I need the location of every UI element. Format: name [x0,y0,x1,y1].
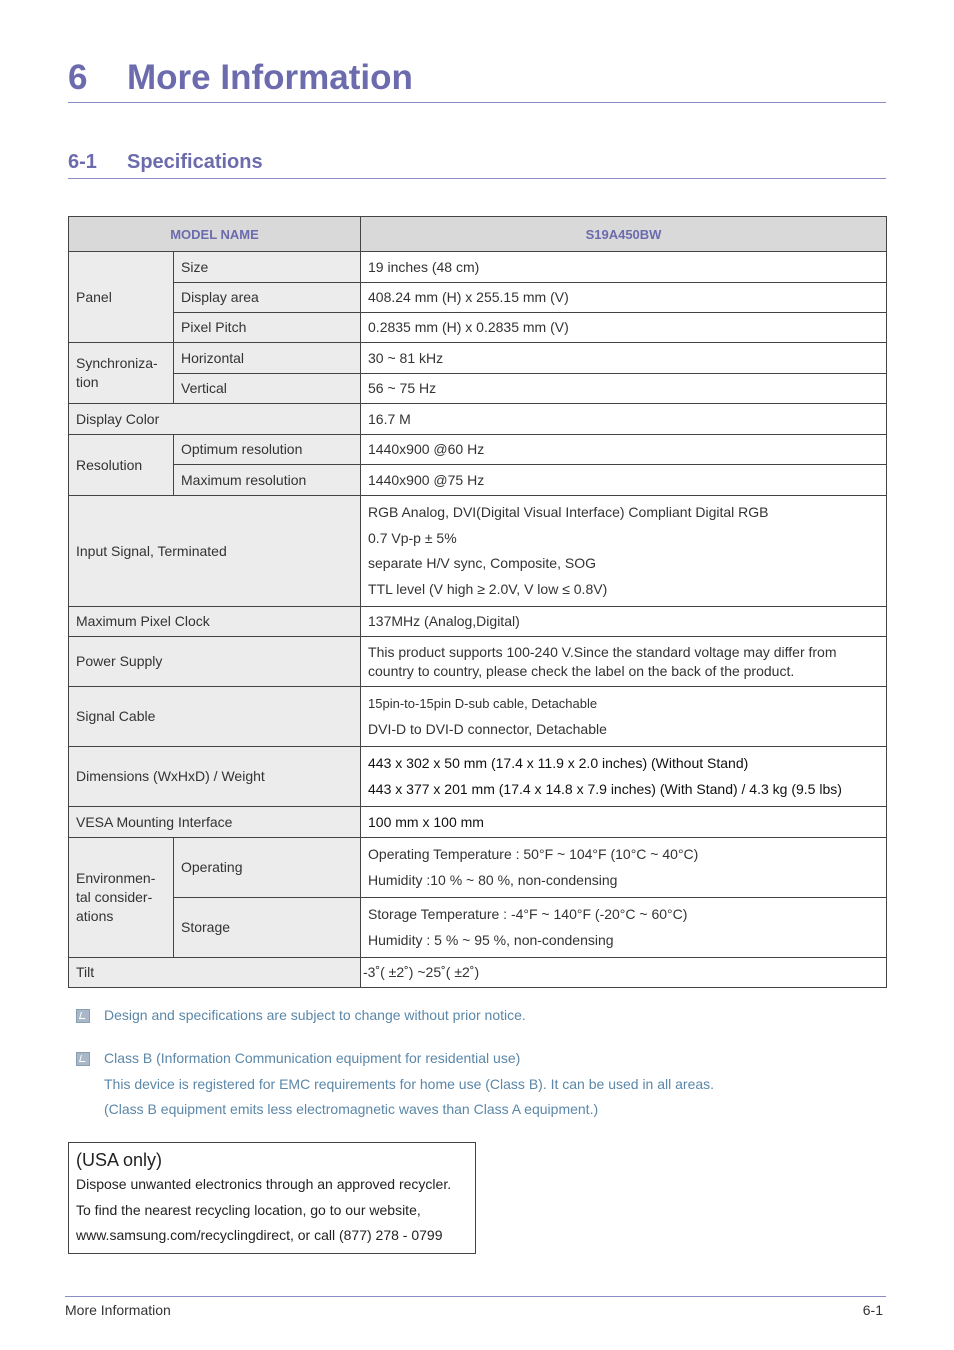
operating-label: Operating [174,838,361,898]
table-row [69,374,887,404]
vesa-value: 100 mm x 100 mm [361,807,887,838]
operating-value [361,838,887,898]
input-signal-line: 0.7 Vp-p ± 5% [368,529,457,546]
table-row [69,252,887,283]
usa-box-line: Dispose unwanted electronics through an approved recycler. [76,1176,452,1192]
table-row [69,838,887,898]
environment-label-line: Environmen- [76,870,156,886]
sync-label-line: tion [76,374,99,390]
resolution-maximum-value: 1440x900 @75 Hz [361,465,887,496]
note-design-change [76,1003,526,1029]
pixel-clock-label: Maximum Pixel Clock [69,607,361,637]
signal-cable-label: Signal Cable [69,687,361,747]
power-supply-line: country to country, please check the label on the back of the product. [368,662,795,679]
sync-vertical-label: Vertical [174,374,361,404]
usa-recycling-box [68,1142,476,1254]
model-name-header: MODEL NAME [69,217,361,252]
environment-label-line: tal consider- [76,889,153,905]
section-title: Specifications [127,151,263,173]
storage-line: Storage Temperature : -4°F ~ 140°F (-20°C ~ 60°C) [368,906,688,922]
footer-page-number: 6-1 [862,1302,883,1318]
input-signal-value [361,496,887,607]
power-supply-label: Power Supply [69,637,361,687]
storage-line: Humidity : 5 % ~ 95 %, non-condensing [368,931,614,948]
chapter-number: 6 [68,58,88,97]
table-header-row [69,217,887,252]
table-row [69,343,887,374]
dimensions-line: 443 x 302 x 50 mm (17.4 x 11.9 x 2.0 inches) (Without Stand) [368,755,749,771]
section-number: 6-1 [68,151,97,173]
table-row [69,637,887,687]
sync-vertical-value: 56 ~ 75 Hz [361,374,887,404]
sync-label [69,343,174,404]
model-value-header: S19A450BW [361,217,887,252]
storage-label: Storage [174,898,361,958]
environment-label [69,838,174,958]
table-row [69,958,887,988]
table-row [69,496,887,607]
operating-line: Humidity :10 % ~ 80 %, non-condensing [368,871,618,888]
table-row [69,747,887,807]
resolution-maximum-label: Maximum resolution [174,465,361,496]
note-line: Design and specifications are subject to change without prior notice. [104,1007,526,1023]
table-row [69,435,887,465]
panel-pitch-label: Pixel Pitch [174,313,361,343]
table-row [69,687,887,747]
signal-cable-line: DVI-D to DVI-D connector, Detachable [368,720,607,737]
display-color-value: 16.7 M [361,404,887,435]
table-row [69,404,887,435]
footer-section-name: More Information [65,1302,171,1318]
note-line: This device is registered for EMC requirements for home use (Class B). It can be used in all areas. [104,1075,715,1092]
resolution-optimum-label: Optimum resolution [174,435,361,465]
chapter-heading [68,58,886,103]
note-line: (Class B equipment emits less electromagnetic waves than Class A equipment.) [104,1101,599,1117]
input-signal-line: TTL level (V high ≥ 2.0V, V low ≤ 0.8V) [368,580,608,597]
usa-box-line: To find the nearest recycling location, go to our website, [76,1201,421,1218]
dimensions-label: Dimensions (WxHxD) / Weight [69,747,361,807]
note-class-b [76,1046,714,1123]
signal-cable-value [361,687,887,747]
usa-box-heading: (USA only) [76,1150,163,1170]
note-line: Class B (Information Communication equipment for residential use) [104,1050,521,1066]
resolution-optimum-value: 1440x900 @60 Hz [361,435,887,465]
operating-line: Operating Temperature : 50°F ~ 104°F (10°C ~ 40°C) [368,846,699,862]
input-signal-line: separate H/V sync, Composite, SOG [368,555,596,571]
note-icon [76,1052,90,1066]
input-signal-label: Input Signal, Terminated [69,496,361,607]
tilt-label: Tilt [69,958,361,988]
resolution-label: Resolution [69,435,174,496]
table-row [69,898,887,958]
note-icon [76,1009,90,1023]
panel-pitch-value: 0.2835 mm (H) x 0.2835 mm (V) [361,313,887,343]
sync-label-line: Synchroniza- [76,355,158,371]
dimensions-line: 443 x 377 x 201 mm (17.4 x 14.8 x 7.9 inches) (With Stand) / 4.3 kg (9.5 lbs) [368,780,842,797]
table-row [69,807,887,838]
display-color-label: Display Color [69,404,361,435]
pixel-clock-value: 137MHz (Analog,Digital) [361,607,887,637]
power-supply-line: This product supports 100-240 V.Since the standard voltage may differ from [368,643,837,660]
storage-value [361,898,887,958]
signal-cable-line: 15pin-to-15pin D-sub cable, Detachable [368,696,598,711]
usa-box-line: www.samsung.com/recyclingdirect, or call (877) 278 - 0799 [76,1227,443,1243]
sync-horizontal-value: 30 ~ 81 kHz [361,343,887,374]
environment-label-line: ations [76,908,114,924]
specifications-table [68,216,887,988]
tilt-value: -3˚( ±2˚) ~25˚( ±2˚) [361,958,887,988]
table-row [69,313,887,343]
panel-area-value: 408.24 mm (H) x 255.15 mm (V) [361,283,887,313]
panel-size-label: Size [174,252,361,283]
table-row [69,465,887,496]
dimensions-value [361,747,887,807]
input-signal-line: RGB Analog, DVI(Digital Visual Interface) Compliant Digital RGB [368,504,769,520]
page-footer [65,1296,886,1318]
panel-label: Panel [69,252,174,343]
power-supply-value [361,637,887,687]
table-row [69,607,887,637]
panel-size-value: 19 inches (48 cm) [361,252,887,283]
panel-area-label: Display area [174,283,361,313]
table-row [69,283,887,313]
section-heading [68,149,886,179]
chapter-title: More Information [127,58,413,97]
vesa-label: VESA Mounting Interface [69,807,361,838]
sync-horizontal-label: Horizontal [174,343,361,374]
